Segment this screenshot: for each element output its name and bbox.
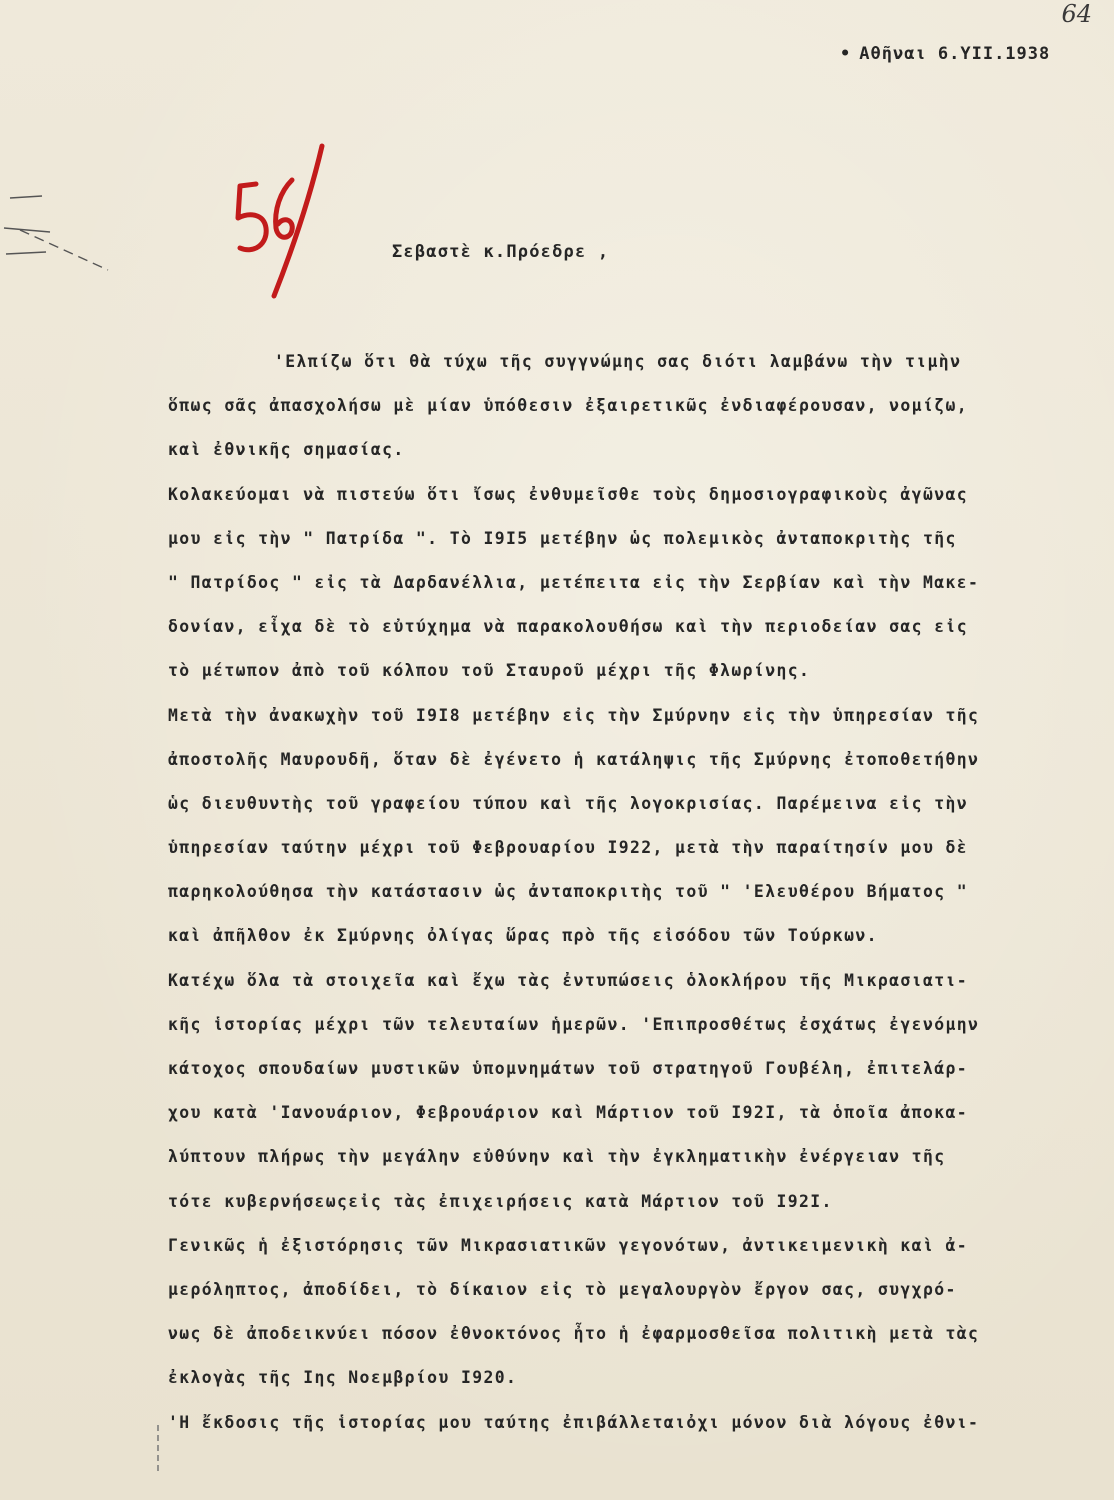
letter-body <box>168 340 1108 1445</box>
letter-line: ὡς διευθυντὴς τοῦ γραφείου τύπου καὶ τῆς λογοκρισίας. Παρέμεινα εἰς τὴν <box>168 793 969 813</box>
bullet-mark-icon: • <box>840 44 852 64</box>
letter-line: Κολακεύομαι νὰ πιστεύω ὅτι ἴσως ἐνθυμεῖσθε τοὺς δημοσιογραφικοὺς ἀγῶνας <box>168 484 969 504</box>
page-number: 64 <box>1061 0 1092 28</box>
letter-line: παρηκολούθησα τὴν κατάστασιν ὡς ἀνταποκριτὴς τοῦ " 'Ελευθέρου Βήματος " <box>168 882 969 902</box>
letter-line: καὶ ἀπῆλθον ἐκ Σμύρνης ὀλίγας ὥρας πρὸ τῆς εἰσόδου τῶν Τούρκων. <box>168 926 878 946</box>
letter-line: χου κατὰ 'Ιανουάριον, Φεβρουάριον καὶ Μάρτιον τοῦ Ι92Ι, τὰ ὁποῖα ἀποκα- <box>168 1103 969 1123</box>
letter-line: ὅπως σᾶς ἀπασχολήσω μὲ μίαν ὑπόθεσιν ἐξαιρετικῶς ἐνδιαφέρουσαν, νομίζω, <box>168 396 969 416</box>
letter-line: δονίαν, εἶχα δὲ τὸ εὐτύχημα νὰ παρακολουθήσω καὶ τὴν περιοδείαν σας εἰς <box>168 617 969 637</box>
letter-line: μου εἰς τὴν " Πατρίδα ". Τὸ Ι9Ι5 μετέβην ὡς πολεμικὸς ἀνταποκριτὴς τῆς <box>168 528 957 548</box>
margin-pencil-marks <box>0 180 140 300</box>
letter-line: " Πατρίδος " εἰς τὰ Δαρδανέλλια, μετέπειτα εἰς τὴν Σερβίαν καὶ τὴν Μακε- <box>168 572 980 592</box>
letter-line: τότε κυβερνήσεωςεἰς τὰς ἐπιχειρήσεις κατὰ Μάρτιον τοῦ Ι92Ι. <box>168 1191 833 1211</box>
letter-line: κῆς ἱστορίας μέχρι τῶν τελευταίων ἡμερῶν. 'Επιπροσθέτως ἐσχάτως ἐγενόμην <box>168 1014 980 1034</box>
letter-line: νως δὲ ἀποδεικνύει πόσον ἐθνοκτόνος ἦτο ἡ ἐφαρμοσθεῖσα πολιτικὴ μετὰ τὰς <box>168 1324 980 1344</box>
letter-line: Γενικῶς ἡ ἐξιστόρησις τῶν Μικρασιατικῶν γεγονότων, ἀντικειμενικὴ καὶ ἀ- <box>168 1235 969 1255</box>
letter-line: κάτοχος σπουδαίων μυστικῶν ὑπομνημάτων τοῦ στρατηγοῦ Γουβέλη, ἐπιτελάρ- <box>168 1059 969 1078</box>
letter-line: ὑπηρεσίαν ταύτην μέχρι τοῦ Φεβρουαρίου Ι922, μετὰ τὴν παραίτησίν μου δὲ <box>168 838 969 858</box>
letter-line: Κατέχω ὅλα τὰ στοιχεῖα καὶ ἔχω τὰς ἐντυπώσεις ὁλοκλήρου τῆς Μικρασιατι- <box>168 970 969 990</box>
date-line <box>840 44 1050 64</box>
red-handwritten-number-stamp <box>230 140 340 300</box>
letter-line: ἀποστολῆς Μαυρουδῆ, ὅταν δὲ ἐγένετο ἡ κατάληψις τῆς Σμύρνης ἐτοποθετήθην <box>168 749 980 769</box>
letter-line: τὸ μέτωπον ἀπὸ τοῦ κόλπου τοῦ Σταυροῦ μέχρι τῆς Φλωρίνης. <box>168 661 811 681</box>
stamp-digit-5 <box>238 184 266 250</box>
letter-line: Μετὰ τὴν ἀνακωχὴν τοῦ Ι9Ι8 μετέβην εἰς τὴν Σμύρνην εἰς τὴν ὑπηρεσίαν τῆς <box>168 705 980 725</box>
letter-line: λύπτουν πλήρως τὴν μεγάλην εὐθύνην καὶ τὴν ἐγκληματικὴν ἐνέργειαν τῆς <box>168 1147 946 1167</box>
salutation: Σεβαστὲ κ.Πρόεδρε , <box>392 242 610 262</box>
date-text: Αθῆναι 6.ΥΙΙ.1938 <box>859 44 1051 64</box>
letter-line: 'Η ἔκδοσις τῆς ἱστορίας μου ταύτης ἐπιβάλλεταιὀχι μόνον διὰ λόγους ἐθνι- <box>168 1412 980 1432</box>
letter-line: 'Ελπίζω ὅτι θὰ τύχω τῆς συγγνώμης σας διότι λαμβάνω τὴν τιμὴν <box>274 352 962 371</box>
letter-line: μερόληπτος, ἀποδίδει, τὸ δίκαιον εἰς τὸ μεγαλουργὸν ἔργον σας, συγχρό- <box>168 1279 957 1299</box>
margin-tick-mark <box>156 1425 160 1475</box>
letter-line: ἐκλογὰς τῆς Ιης Νοεμβρίου Ι920. <box>168 1368 518 1388</box>
letter-line: καὶ ἐθνικῆς σημασίας. <box>168 440 405 460</box>
stamp-digit-6 <box>276 180 293 237</box>
